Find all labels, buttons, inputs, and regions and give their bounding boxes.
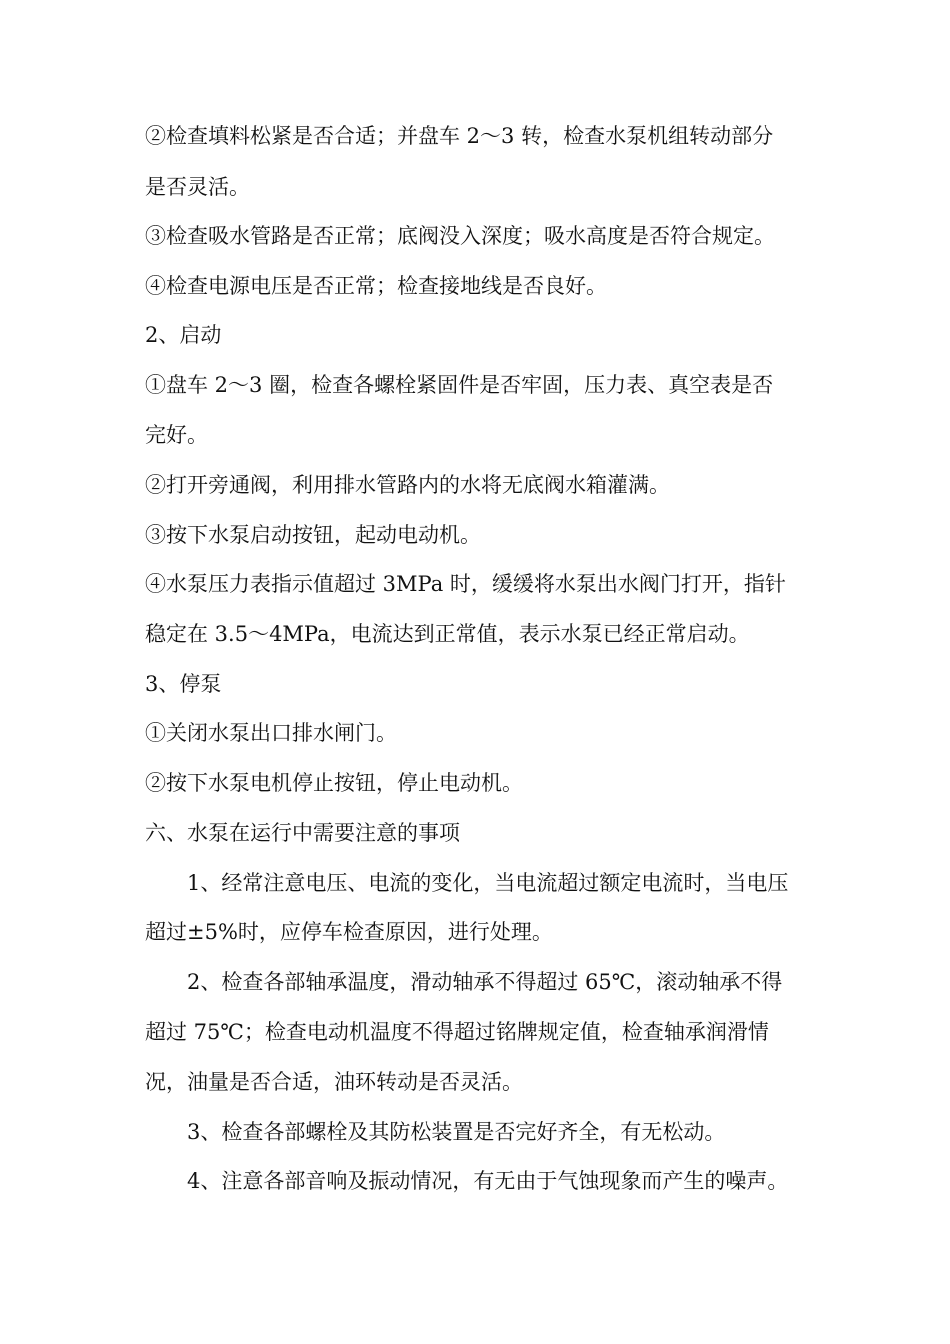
text-line: ②打开旁通阀，利用排水管路内的水将无底阀水箱灌满。 <box>145 473 670 497</box>
text-line: 1、经常注意电压、电流的变化，当电流超过额定电流时，当电压 <box>187 871 789 895</box>
text-line: 超过 75℃；检查电动机温度不得超过铭牌规定值，检查轴承润滑情 <box>145 1020 769 1044</box>
text-line: 3、检查各部螺栓及其防松装置是否完好齐全，有无松动。 <box>187 1120 726 1144</box>
section-heading: 六、水泵在运行中需要注意的事项 <box>145 821 460 845</box>
text-line: 是否灵活。 <box>145 175 250 199</box>
text-line: 2、检查各部轴承温度，滑动轴承不得超过 65℃，滚动轴承不得 <box>187 970 783 994</box>
text-line: ③检查吸水管路是否正常；底阀没入深度；吸水高度是否符合规定。 <box>145 224 775 248</box>
text-line: 稳定在 3.5～4MPa，电流达到正常值，表示水泵已经正常启动。 <box>145 622 750 646</box>
text-line: ③按下水泵启动按钮，起动电动机。 <box>145 523 481 547</box>
text-line: 4、注意各部音响及振动情况，有无由于气蚀现象而产生的噪声。 <box>187 1169 789 1193</box>
text-line: 完好。 <box>145 423 208 447</box>
text-line: 超过±5%时，应停车检查原因，进行处理。 <box>145 920 553 944</box>
text-line: ②按下水泵电机停止按钮，停止电动机。 <box>145 771 523 795</box>
section-heading: 3、停泵 <box>145 672 222 696</box>
text-line: ①关闭水泵出口排水闸门。 <box>145 721 397 745</box>
text-line: ④检查电源电压是否正常；检查接地线是否良好。 <box>145 274 607 298</box>
section-heading: 2、启动 <box>145 323 222 347</box>
text-line: 况，油量是否合适，油环转动是否灵活。 <box>145 1070 523 1094</box>
text-line: ②检查填料松紧是否合适；并盘车 2～3 转，检查水泵机组转动部分 <box>145 124 774 148</box>
text-line: ④水泵压力表指示值超过 3MPa 时，缓缓将水泵出水阀门打开，指针 <box>145 572 786 596</box>
text-line: ①盘车 2～3 圈，检查各螺栓紧固件是否牢固，压力表、真空表是否 <box>145 373 774 397</box>
